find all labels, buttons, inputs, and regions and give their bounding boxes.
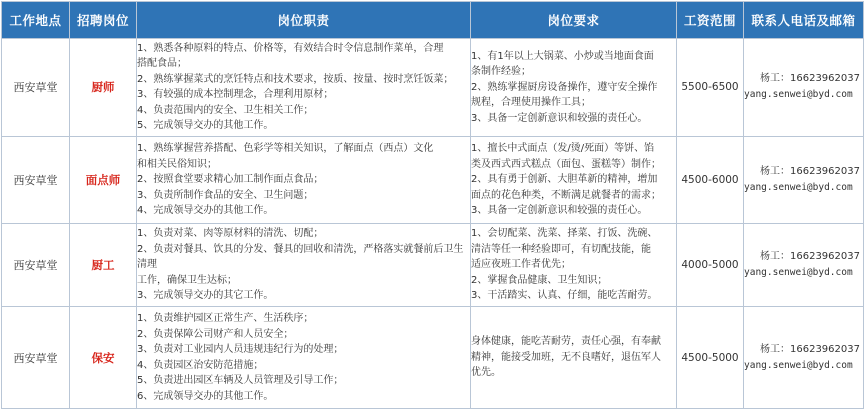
requirement-line: 精神，能接受加班，无不良嗜好，退伍军人 <box>471 351 661 363</box>
requirement-line: 1、有1年以上大锅菜、小炒或当地面食面 <box>471 50 654 62</box>
cell-contact <box>744 223 864 306</box>
duty-line: 3、负责所制作食品的安全、卫生问题； <box>137 189 314 201</box>
duty-line: 1、负责对菜、肉等原材料的清洗、切配； <box>137 228 324 240</box>
duty-line: 和相关民俗知识； <box>137 158 217 170</box>
requirement-line: 规程，合理使用操作工具； <box>471 97 591 109</box>
duty-line: 3、负责对工业园内人员违规违纪行为的处理； <box>137 344 344 356</box>
duty-line: 工作，确保卫生达标； <box>137 274 237 286</box>
duty-line: 3、完成领导交办的其它工作。 <box>137 290 274 302</box>
requirement-line: 适应夜班工作者优先； <box>471 259 571 271</box>
header-contact: 联系人电话及邮箱 <box>744 2 864 39</box>
cell-duties <box>137 39 471 137</box>
contact-name-phone: 杨工：16623962037 <box>760 343 860 355</box>
requirement-line: 3、干活踏实、认真、仔细，能吃苦耐劳。 <box>471 290 658 302</box>
requirement-line: 2、熟练掌握厨房设备操作，遵守安全操作 <box>471 81 658 93</box>
job-table-container <box>1 1 863 409</box>
duty-line: 2、负责保障公司财产和人员安全； <box>137 328 294 340</box>
requirement-line: 面点的花色种类，不断满足就餐者的需求； <box>471 189 661 201</box>
requirement-line: 2、掌握食品健康、卫生知识； <box>471 274 608 286</box>
cell-salary: 4500-6000 <box>677 136 744 223</box>
header-salary: 工资范围 <box>677 2 744 39</box>
table-row <box>2 223 864 306</box>
cell-location: 西安草堂 <box>2 39 70 137</box>
cell-requirements <box>471 39 677 137</box>
table-row <box>2 39 864 137</box>
contact-name-phone: 杨工：16623962037 <box>760 251 860 263</box>
duty-line: 1、熟悉各种原料的特点、价格等，有效结合时令信息制作菜单，合理 <box>137 42 444 54</box>
contact-name-phone: 杨工：16623962037 <box>760 73 860 85</box>
cell-requirements <box>471 307 677 409</box>
cell-requirements <box>471 223 677 306</box>
requirement-line: 类及西式西式糕点（面包、蛋糕等）制作； <box>471 158 661 170</box>
duty-line: 4、完成领导交办的其他工作。 <box>137 205 274 217</box>
duty-line: 2、按照食堂要求精心加工制作面点食品； <box>137 174 324 186</box>
cell-salary: 4500-5000 <box>677 307 744 409</box>
header-duties: 岗位职责 <box>137 2 471 39</box>
header-location: 工作地点 <box>2 2 70 39</box>
duty-line: 5、完成领导交办的其他工作。 <box>137 120 274 132</box>
cell-contact <box>744 136 864 223</box>
requirement-line: 1、会切配菜、洗菜、择菜、打饭、洗碗、 <box>471 228 658 240</box>
cell-contact <box>744 307 864 409</box>
table-header-row <box>2 2 864 39</box>
cell-salary: 5500-6500 <box>677 39 744 137</box>
table-row <box>2 136 864 223</box>
cell-requirements <box>471 136 677 223</box>
cell-position: 厨工 <box>70 223 137 306</box>
duty-line: 4、负责范围内的安全、卫生相关工作； <box>137 104 314 116</box>
duty-line: 3、有较强的成本控制理念，合理利用原材； <box>137 89 334 101</box>
contact-email[interactable]: yang.senwei@byd.com <box>744 267 853 279</box>
cell-position: 面点师 <box>70 136 137 223</box>
cell-location: 西安草堂 <box>2 136 70 223</box>
header-requirements: 岗位要求 <box>471 2 677 39</box>
requirement-line: 3、具备一定创新意识和较强的责任心。 <box>471 205 648 217</box>
requirement-line: 条制作经验； <box>471 66 531 78</box>
contact-email[interactable]: yang.senwei@byd.com <box>744 181 853 193</box>
job-recruitment-table <box>1 1 864 409</box>
header-position: 招聘岗位 <box>70 2 137 39</box>
table-row <box>2 307 864 409</box>
cell-duties <box>137 223 471 306</box>
requirement-line: 1、擅长中式面点（发/烫/死面）等饼、馅 <box>471 143 655 155</box>
cell-location: 西安草堂 <box>2 223 70 306</box>
requirement-line: 优先。 <box>471 367 501 379</box>
duty-line: 2、熟练掌握菜式的烹饪特点和技术要求，按质、按量、按时烹饪饭菜； <box>137 73 454 85</box>
cell-duties <box>137 307 471 409</box>
contact-email[interactable]: yang.senwei@byd.com <box>744 89 853 101</box>
cell-location: 西安草堂 <box>2 307 70 409</box>
duty-line: 搭配食品； <box>137 58 187 70</box>
duty-line: 1、负责维护园区正常生产、生活秩序； <box>137 313 314 325</box>
duty-line: 6、完成领导交办的其他工作。 <box>137 390 274 402</box>
cell-position: 保安 <box>70 307 137 409</box>
duty-line: 4、负责园区治安防范措施； <box>137 359 264 371</box>
duty-line: 1、熟练掌握营养搭配、色彩学等相关知识，了解面点（西点）文化 <box>137 143 434 155</box>
contact-name-phone: 杨工：16623962037 <box>760 165 860 177</box>
duty-line: 5、负责进出园区车辆及人员管理及引导工作； <box>137 375 344 387</box>
requirement-line: 3、具备一定创新意识和较强的责任心。 <box>471 112 648 124</box>
requirement-line: 身体健康，能吃苦耐劳，责任心强，有奉献 <box>471 336 661 348</box>
requirement-line: 清洁等任一种经验即可，有切配技能，能 <box>471 243 651 255</box>
cell-position: 厨师 <box>70 39 137 137</box>
cell-salary: 4000-5000 <box>677 223 744 306</box>
requirement-line: 2、具有勇于创新、大胆革新的精神，增加 <box>471 174 658 186</box>
cell-contact <box>744 39 864 137</box>
contact-email[interactable]: yang.senwei@byd.com <box>744 359 853 371</box>
duty-line: 2、负责对餐具、饮具的分发、餐具的回收和清洗，严格落实就餐前后卫生清理 <box>137 243 464 271</box>
cell-duties <box>137 136 471 223</box>
